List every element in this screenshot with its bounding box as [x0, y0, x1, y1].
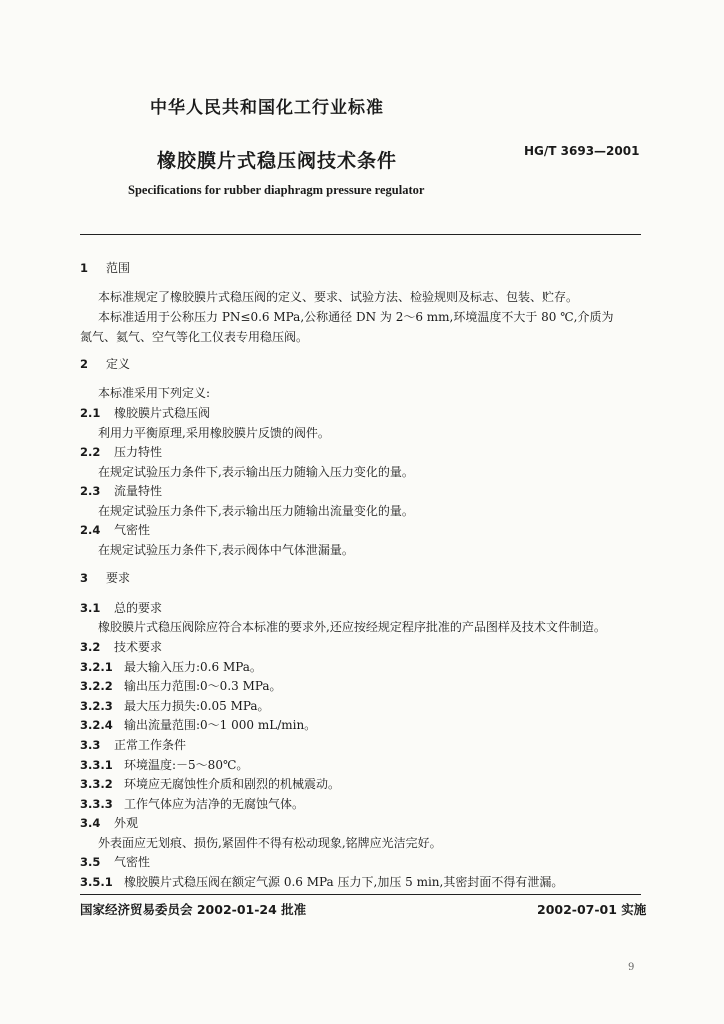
clause-line — [80, 698, 270, 714]
paragraph-line — [98, 425, 330, 441]
paragraph-line — [98, 464, 414, 480]
clause-number: 3.2.2 — [80, 679, 113, 693]
line-text: 气密性 — [114, 855, 151, 869]
clause-line — [80, 522, 150, 538]
line-text: 流量特性 — [114, 484, 163, 498]
standard-type: 中华人民共和国化工行业标准 — [150, 98, 384, 118]
line-text: 外表面应无划痕、损伤,紧固件不得有松动现象,铭牌应光洁完好。 — [98, 836, 442, 850]
clause-number: 3.3.3 — [80, 797, 113, 811]
line-text: 在规定试验压力条件下,表示输出压力随输入压力变化的量。 — [98, 465, 414, 479]
line-text: 最大输入压力:0.6 MPa。 — [124, 660, 262, 674]
page-number: 9 — [628, 962, 635, 973]
clause-number: 3.3.2 — [80, 777, 113, 791]
clause-line — [80, 717, 316, 733]
approval-line: 国家经济贸易委员会 2002-01-24 批准 — [80, 902, 307, 917]
footer-divider — [80, 894, 641, 895]
line-text: 技术要求 — [114, 640, 163, 654]
clause-number: 3.3 — [80, 738, 101, 752]
line-text: 在规定试验压力条件下,表示阀体中气体泄漏量。 — [98, 543, 354, 557]
line-text: 定义 — [106, 357, 131, 371]
paragraph-line — [98, 289, 578, 305]
clause-line — [80, 776, 340, 792]
line-text: 橡胶膜片式稳压阀在额定气源 0.6 MPa 压力下,加压 5 min,其密封面不得有泄漏。 — [124, 875, 564, 889]
line-text: 橡胶膜片式稳压阀 — [114, 406, 211, 420]
implementation-date: 2002-07-01 实施 — [537, 902, 647, 917]
line-text: 环境应无腐蚀性介质和剧烈的机械震动。 — [124, 777, 341, 791]
line-text: 气密性 — [114, 523, 151, 537]
clause-number: 3 — [80, 571, 89, 585]
paragraph-line — [98, 542, 354, 558]
clause-line — [80, 405, 210, 421]
clause-number: 3.2 — [80, 640, 101, 654]
line-text: 输出压力范围:0～0.3 MPa。 — [124, 679, 282, 693]
line-text: 输出流量范围:0～1 000 mL/min。 — [124, 718, 317, 732]
line-text: 总的要求 — [114, 601, 163, 615]
clause-line — [80, 854, 150, 870]
paragraph-line — [98, 619, 606, 635]
clause-number: 3.3.1 — [80, 758, 113, 772]
paragraph-line — [98, 309, 614, 325]
line-text: 本标准规定了橡胶膜片式稳压阀的定义、要求、试验方法、检验规则及标志、包装、贮存。 — [98, 290, 579, 304]
clause-number: 1 — [80, 261, 89, 275]
clause-number: 3.4 — [80, 816, 101, 830]
clause-line — [80, 659, 262, 675]
section-heading — [80, 570, 130, 586]
section-heading — [80, 260, 130, 276]
line-text: 本标准采用下列定义: — [98, 386, 211, 400]
clause-line — [80, 796, 304, 812]
line-text: 正常工作条件 — [114, 738, 187, 752]
clause-number: 2.3 — [80, 484, 101, 498]
clause-number: 3.1 — [80, 601, 101, 615]
line-text: 环境温度:－5～80℃。 — [124, 758, 249, 772]
line-text: 橡胶膜片式稳压阀除应符合本标准的要求外,还应按经规定程序批准的产品图样及技术文件制造。 — [98, 620, 606, 634]
clause-line — [80, 600, 162, 616]
clause-number: 3.5.1 — [80, 875, 113, 889]
line-text: 利用力平衡原理,采用橡胶膜片反馈的阀件。 — [98, 426, 330, 440]
section-heading — [80, 356, 130, 372]
clause-line — [80, 737, 186, 753]
clause-line — [80, 874, 563, 890]
clause-line — [80, 757, 248, 773]
line-text: 在规定试验压力条件下,表示输出压力随输出流量变化的量。 — [98, 504, 414, 518]
clause-number: 2.2 — [80, 445, 101, 459]
standard-code: HG/T 3693—2001 — [524, 144, 640, 158]
line-text: 范围 — [106, 261, 131, 275]
line-text: 最大压力损失:0.05 MPa。 — [124, 699, 270, 713]
header-divider — [80, 234, 641, 235]
clause-line — [80, 444, 162, 460]
clause-number: 2.4 — [80, 523, 101, 537]
line-text: 压力特性 — [114, 445, 163, 459]
paragraph-line — [98, 503, 414, 519]
english-title: Specifications for rubber diaphragm pressure regulator — [128, 183, 425, 197]
clause-number: 3.2.3 — [80, 699, 113, 713]
document-title: 橡胶膜片式稳压阀技术条件 — [157, 150, 398, 172]
clause-line — [80, 483, 162, 499]
line-text: 要求 — [106, 571, 131, 585]
clause-line — [80, 815, 138, 831]
clause-line — [80, 678, 282, 694]
paragraph-line — [98, 835, 442, 851]
line-text: 本标准适用于公称压力 PN≤0.6 MPa,公称通径 DN 为 2～6 mm,环境温度不大于 80 ℃,介质为 — [98, 310, 614, 324]
line-text: 氮气、氦气、空气等化工仪表专用稳压阀。 — [80, 330, 309, 344]
paragraph-line — [98, 385, 210, 401]
clause-number: 3.2.4 — [80, 718, 113, 732]
paragraph-line — [80, 329, 308, 345]
line-text: 外观 — [114, 816, 139, 830]
clause-number: 3.2.1 — [80, 660, 113, 674]
clause-number: 2 — [80, 357, 89, 371]
clause-number: 3.5 — [80, 855, 101, 869]
line-text: 工作气体应为洁净的无腐蚀气体。 — [124, 797, 305, 811]
clause-number: 2.1 — [80, 406, 101, 420]
clause-line — [80, 639, 162, 655]
